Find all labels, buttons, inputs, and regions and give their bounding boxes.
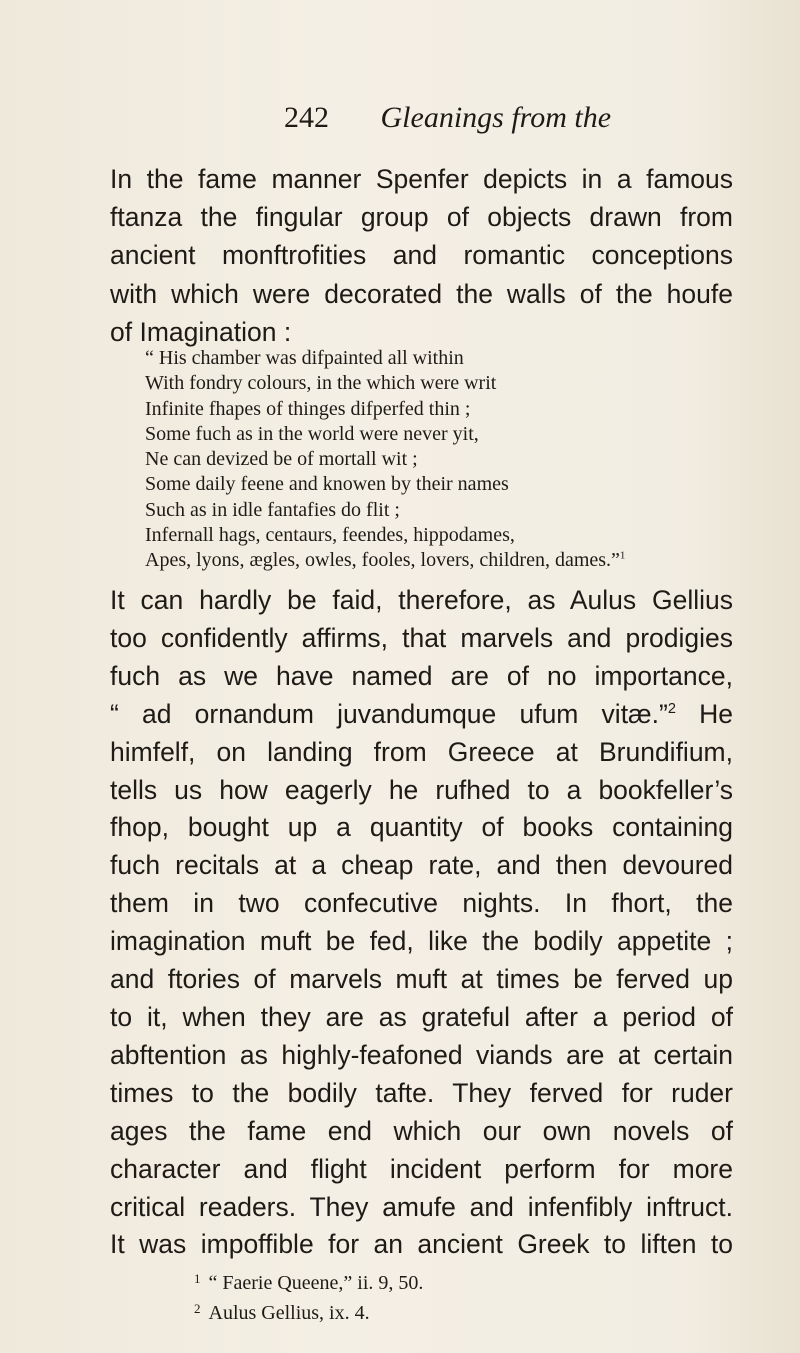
- footnotes: [194, 1266, 423, 1326]
- verse-line: Some daily feene and knowen by their names: [145, 473, 509, 496]
- verse-line: With fondry colours, in the which were writ: [145, 372, 497, 395]
- text-line: tells us how eagerly he rufhed to a bookfeller’s: [110, 774, 733, 805]
- text-line: critical readers. They amufe and infenfibly inftruct.: [110, 1191, 733, 1222]
- text-line: imagination muft be fed, like the bodily appetite ;: [110, 926, 733, 957]
- text-line: too confidently affirms, that marvels and prodigies: [110, 622, 733, 653]
- footnote-ref: 1: [619, 549, 626, 562]
- verse-line-last: [145, 548, 625, 573]
- text-line: times to the bodily tafte. They ferved for ruder: [110, 1077, 733, 1108]
- verse-line-text: Apes, lyons, ægles, owles, fooles, lovers, children, dames.”: [145, 549, 620, 572]
- verse-line: Ne can devized be of mortall wit ;: [145, 448, 418, 471]
- text-line: character and flight incident perform for more: [110, 1153, 733, 1184]
- text-line: himfelf, on landing from Greece at Brundifium,: [110, 736, 733, 767]
- text-line: fhop, bought up a quantity of books containing: [110, 812, 733, 843]
- verse-line: Some fuch as in the world were never yit,: [145, 422, 479, 445]
- text-segment: He: [675, 698, 733, 729]
- text-line: fuch recitals at a cheap rate, and then devoured: [110, 850, 733, 881]
- text-line: ftanza the fingular group of objects drawn from: [110, 202, 733, 233]
- text-line-with-ref: [110, 696, 733, 734]
- text-line: fuch as we have named are of no importance,: [110, 660, 733, 691]
- verse-quotation: [145, 346, 625, 574]
- footnote-ref: 2: [667, 700, 676, 717]
- footnote-mark: 1: [194, 1271, 201, 1286]
- text-line: ages the fame end which our own novels of: [110, 1115, 733, 1146]
- text-line: them in two confecutive nights. In fhort, the: [110, 888, 733, 919]
- verse-line: Such as in idle fantafies do flit ;: [145, 498, 400, 521]
- text-line: In the fame manner Spenfer depicts in a famous: [110, 164, 733, 194]
- footnote-mark: 2: [194, 1301, 201, 1316]
- text-line: of Imagination :: [110, 316, 292, 347]
- text-line: and ftories of marvels muft at times be ferved up: [110, 964, 733, 995]
- page-number: 242: [284, 101, 329, 134]
- text-line: ancient monftrofities and romantic conceptions: [110, 240, 733, 271]
- verse-line: Infernall hags, centaurs, feendes, hippodames,: [145, 524, 515, 547]
- footnote-text: Aulus Gellius, ix. 4.: [208, 1302, 370, 1324]
- footnote-text: “ Faerie Queene,” ii. 9, 50.: [208, 1272, 424, 1294]
- text-line: abftention as highly-feafoned viands are at certain: [110, 1039, 733, 1070]
- text-line: It can hardly be faid, therefore, as Aulus Gellius: [110, 585, 733, 615]
- text-segment: “ ad ornandum juvandumque ufum vitæ.”: [110, 698, 668, 729]
- verse-line: “ His chamber was difpainted all within: [145, 347, 464, 369]
- verse-line: Infinite fhapes of thinges difperfed thin ;: [145, 397, 471, 420]
- running-header: [284, 100, 611, 136]
- paragraph-main: [110, 582, 733, 1264]
- running-title: Gleanings from the: [380, 101, 612, 134]
- text-line: with which were decorated the walls of the houfe: [110, 278, 733, 309]
- footnote: [194, 1296, 423, 1326]
- text-line: to it, when they are as grateful after a period of: [110, 1001, 733, 1032]
- footnote: [194, 1266, 423, 1296]
- text-line: It was impoffible for an ancient Greek to liften to: [110, 1229, 733, 1260]
- paragraph-intro: [110, 160, 733, 351]
